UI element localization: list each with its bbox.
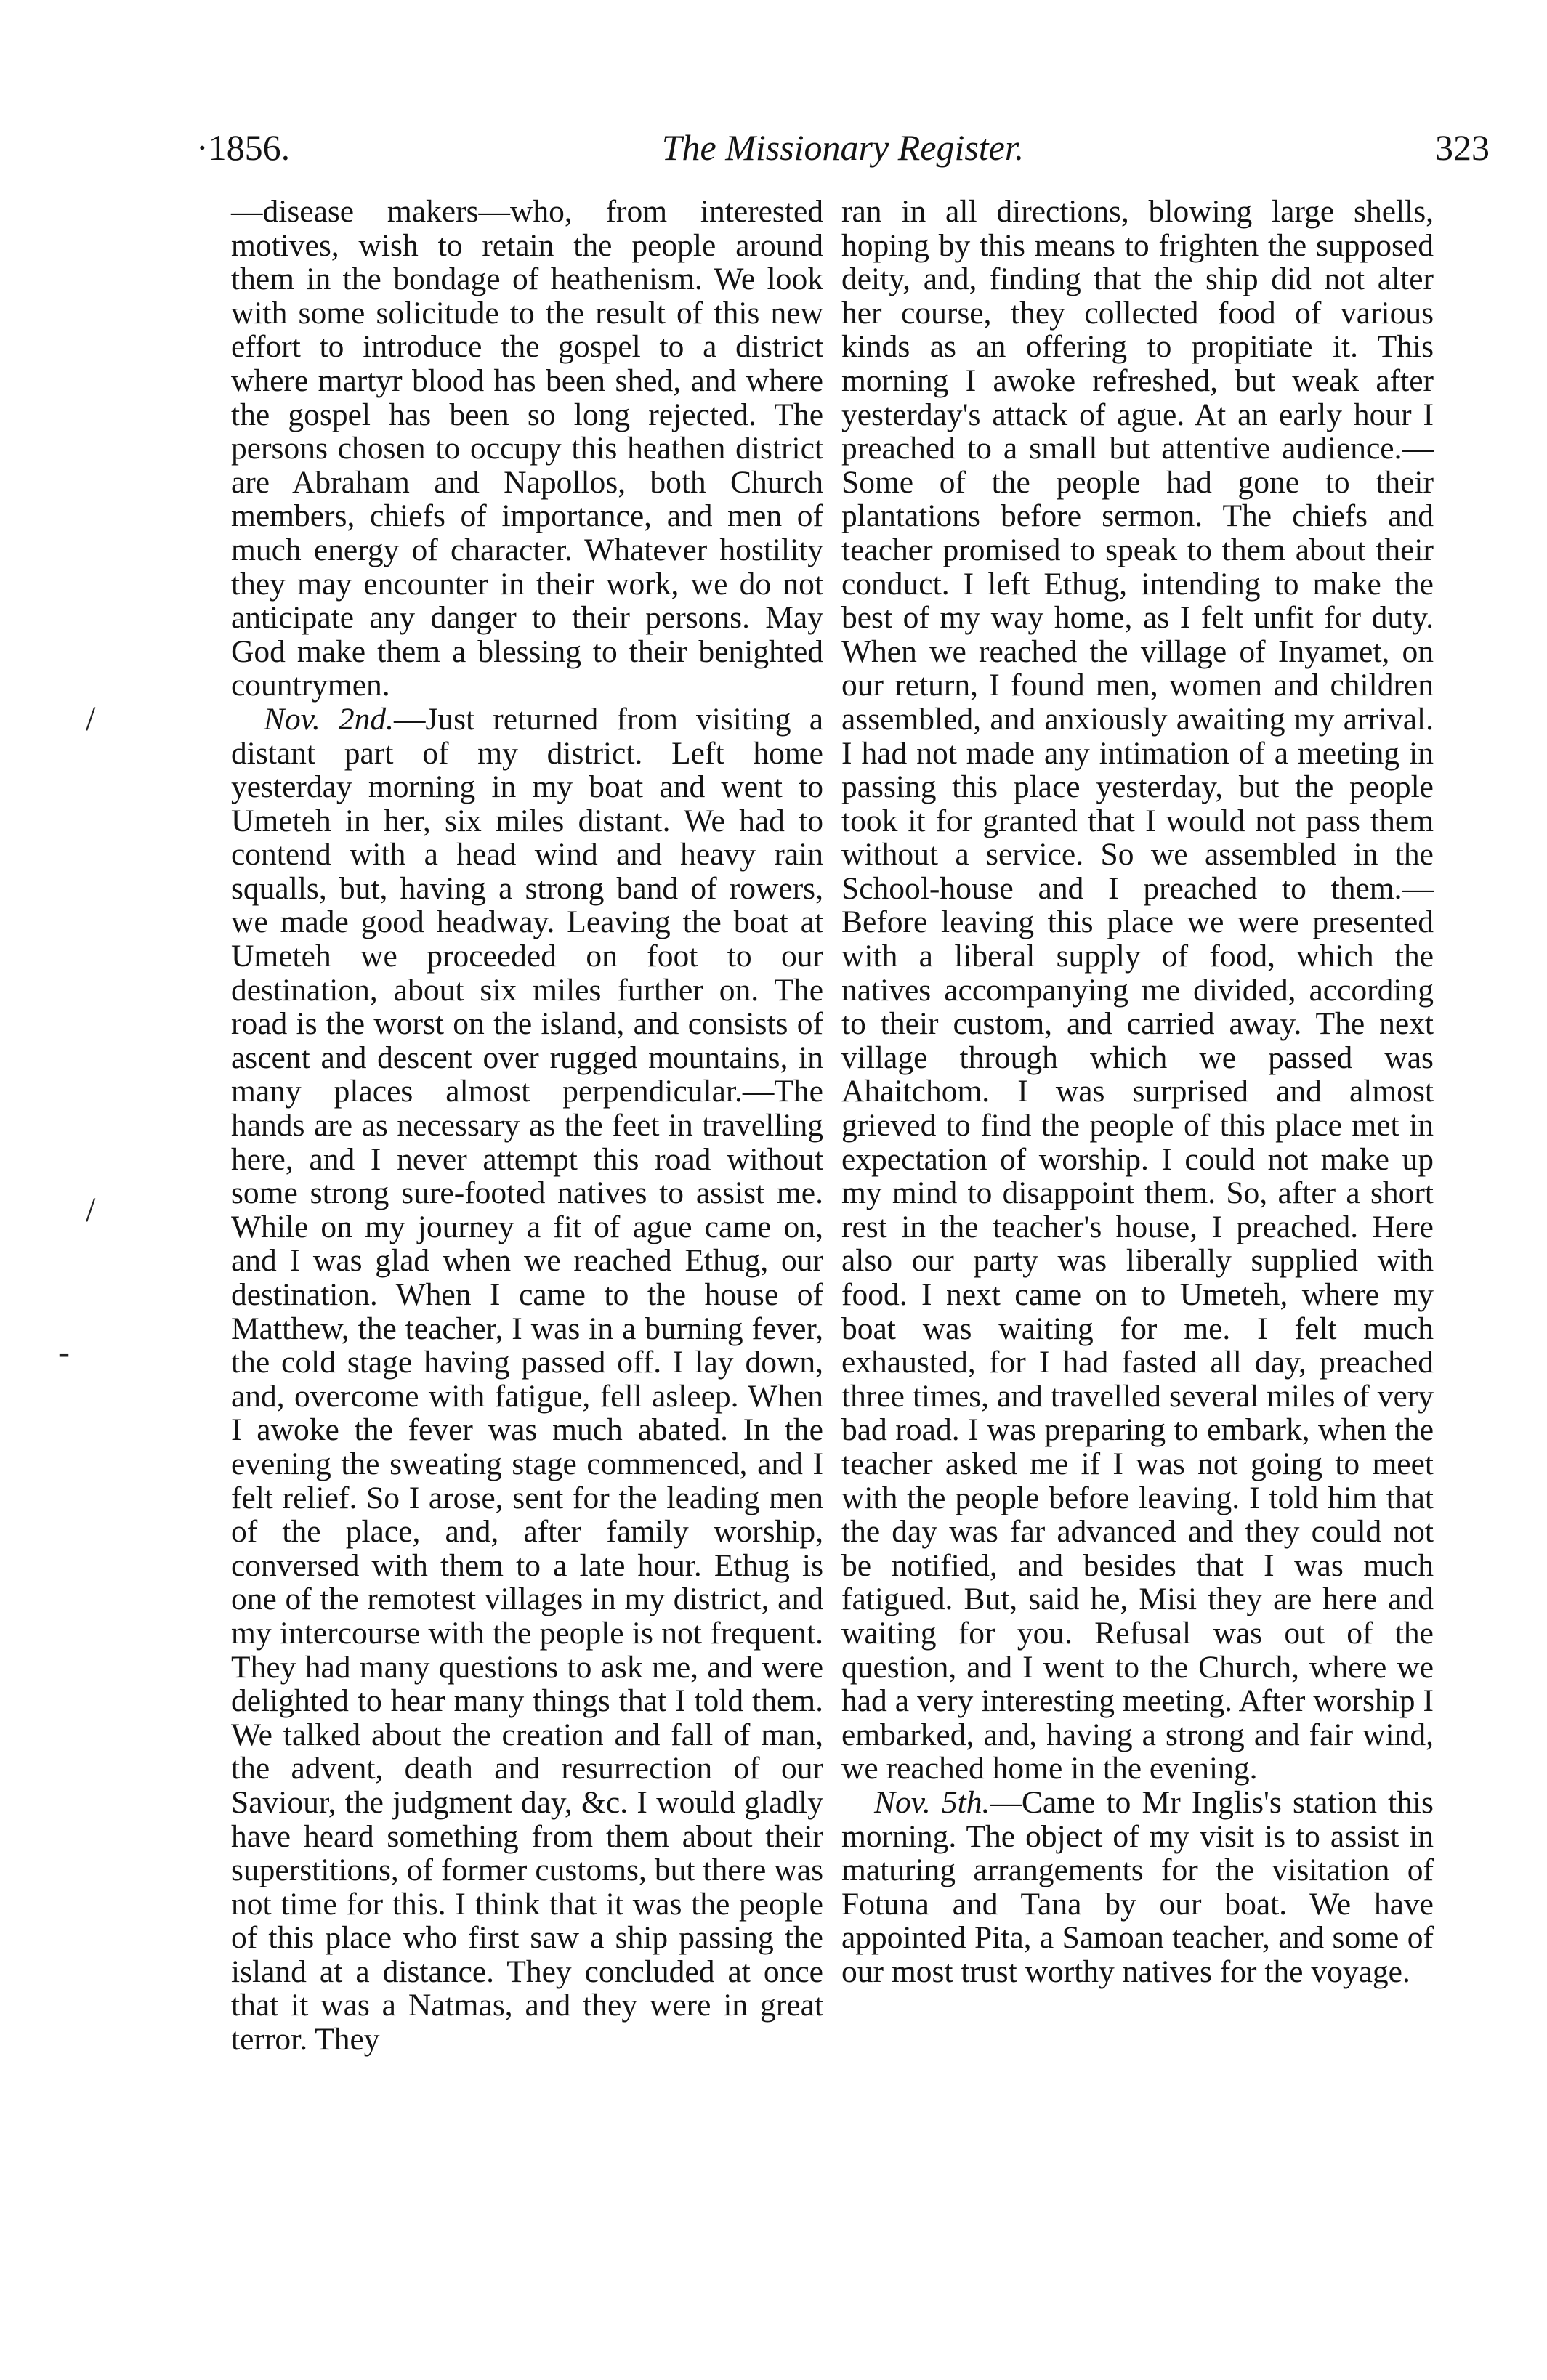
margin-mark: /: [86, 700, 96, 738]
right-column: [841, 195, 1434, 1988]
header-year: ·1856.: [196, 127, 291, 168]
paragraph: [231, 703, 823, 2057]
left-column: [231, 195, 823, 2057]
margin-mark: -: [58, 1333, 70, 1372]
running-head: [196, 122, 1490, 173]
paragraph: —disease makers—who, from interested motives, wish to retain the people around them in the bondage of heathenism. We look with some solicitude to the result of this new effort to introduce the gospel to a district where martyr blood has been shed, and where the gospel has been so long rejected. The persons chosen to occupy this heathen district are Abraham and Napollos, both Church members, chiefs of importance, and men of much energy of character. Whatever hostility they may encounter in their work, we do not anticipate any danger to their persons. May God make them a blessing to their benighted countrymen.: [231, 194, 823, 703]
dateline: Nov. 2nd.: [264, 701, 394, 737]
margin-mark: /: [86, 1191, 96, 1229]
dateline: Nov. 5th.: [874, 1784, 990, 1820]
paragraph: ran in all directions, blowing large shells, hoping by this means to frighten the supposed deity, and, finding that the ship did not alter her course, they collected food of various kinds as an offering to propitiate it. This morning I awoke refreshed, but weak after yesterday's attack of ague. At an early hour I preached to a small but attentive audience.—Some of the people had gone to their plantations before sermon. The chiefs and teacher promised to speak to them about their conduct. I left Ethug, intending to make the best of my way home, as I felt unfit for duty. When we reached the village of Inyamet, on our return, I found men, women and children assembled, and anxiously awaiting my arrival. I had not made any intimation of a meeting in passing this place yesterday, but the people took it for granted that I would not pass them without a service. So we assembled in the School-house and I preached to them.—Before leaving this place we were presented with a liberal supply of food, which the natives accompanying me divided, according to their custom, and carried away. The next village through which we passed was Ahaitchom. I was surprised and almost grieved to find the people of this place met in expectation of worship. I could not make up my mind to disappoint them. So, after a short rest in the teacher's house, I preached. Here also our party was liberally supplied with food. I next came on to Umeteh, where my boat was waiting for me. I felt much exhausted, for I had fasted all day, preached three times, and travelled several miles of very bad road. I was preparing to embark, when the teacher asked me if I was not going to meet with the people before leaving. I told him that the day was far advanced and they could not be notified, and besides that I was much fatigued. But, said he, Misi they are here and waiting for you. Refusal was out of the question, and I went to the Church, where we had a very interesting meeting. After worship I embarked, and, having a strong and fair wind, we reached home in the evening.: [841, 194, 1434, 1786]
paragraph-text: —Just returned from visiting a distant part of my district. Left home yesterday morning in my boat and went to Umeteh in her, six miles distant. We had to contend with a head wind and heavy rain squalls, but, having a strong band of rowers, we made good headway. Leaving the boat at Umeteh we proceeded on foot to our destination, about six miles further on. The road is the worst on the island, and consists of ascent and descent over rugged mountains, in many places almost perpendicular.—The hands are as necessary as the feet in travelling here, and I never attempt this road without some strong sure-footed natives to assist me. While on my journey a fit of ague came on, and I was glad when we reached Ethug, our destination. When I came to the house of Matthew, the teacher, I was in a burning fever, the cold stage having passed off. I lay down, and, overcome with fatigue, fell asleep. When I awoke the fever was much abated. In the evening the sweating stage commenced, and I felt relief. So I arose, sent for the leading men of the place, and, after family worship, conversed with them to a late hour. Ethug is one of the remotest villages in my district, and my intercourse with the people is not frequent. They had many questions to ask me, and were delighted to hear many things that I told them. We talked about the creation and fall of man, the advent, death and resurrection of our Saviour, the judgment day, &c. I would gladly have heard something from them about their superstitions, of former customs, but there was not time for this. I think that it was the people of this place who first saw a ship passing the island at a distance. They concluded at once that it was a Natmas, and they were in great terror. They: [231, 701, 823, 2057]
paragraph-text: —Came to Mr Inglis's station this morning. The object of my visit is to assist in maturing arrangements for the visitation of Fotuna and Tana by our boat. We have appointed Pita, a Samoan teacher, and some of our most trust worthy natives for the voyage.: [841, 1784, 1434, 1989]
paragraph: [841, 1786, 1434, 1989]
page-number: 323: [1435, 127, 1490, 168]
header-title: The Missionary Register.: [661, 127, 1025, 168]
